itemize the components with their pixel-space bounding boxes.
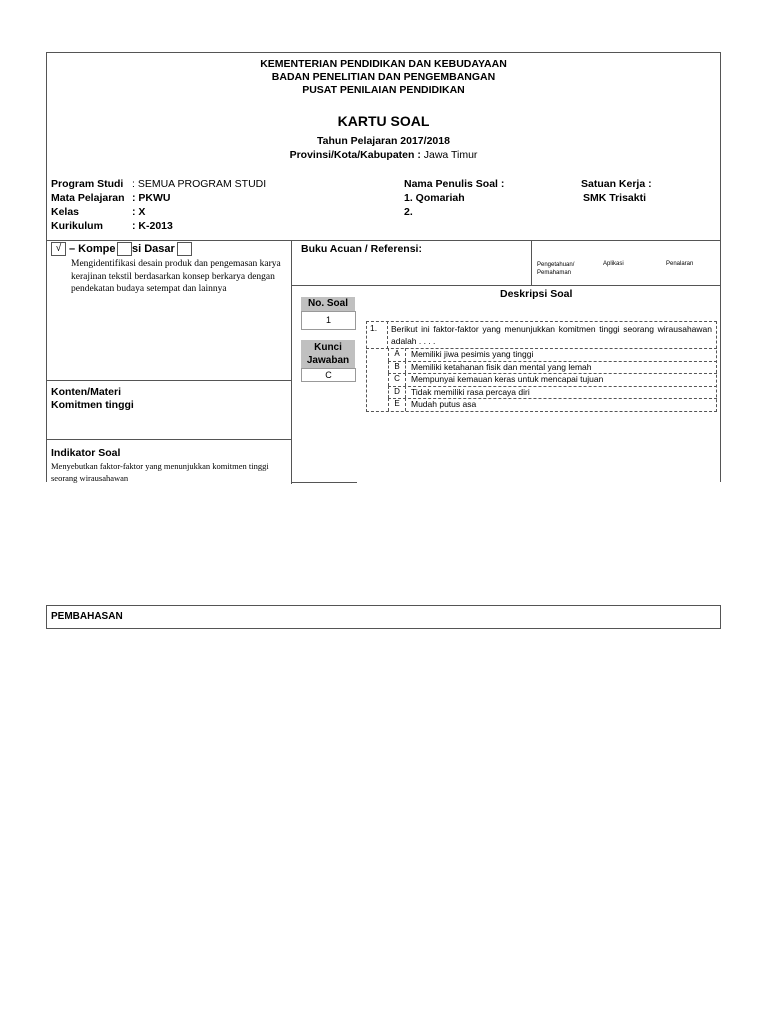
province-line <box>46 149 721 161</box>
option-letter: C <box>394 374 400 384</box>
divider <box>531 240 721 241</box>
kurikulum-label: Kurikulum <box>51 220 103 232</box>
level-pengetahuan: Pengetahuan/ Pemahaman <box>537 262 575 276</box>
option-text: Mempunyai kemauan keras untuk mencapai tujuan <box>411 374 604 385</box>
kunci-value: C <box>301 368 356 382</box>
kunci-label: Kunci Jawaban <box>301 340 355 368</box>
option-letter: E <box>394 399 400 409</box>
no-soal-value: 1 <box>301 311 356 330</box>
satuan-kerja-label: Satuan Kerja : <box>581 178 652 190</box>
divider <box>291 240 292 484</box>
kurikulum-value: : K-2013 <box>132 220 173 232</box>
center-line: PUSAT PENILAIAN PENDIDIKAN <box>302 84 465 96</box>
satuan-kerja-value: SMK Trisakti <box>583 192 647 204</box>
agency-line: BADAN PENELITIAN DAN PENGEMBANGAN <box>271 71 496 83</box>
referensi-label: Buku Acuan / Referensi: <box>301 243 422 255</box>
ministry-line: KEMENTERIAN PENDIDIKAN DAN KEBUDAYAAN <box>260 58 507 70</box>
question-number: 1. <box>370 323 378 333</box>
pembahasan-label: PEMBAHASAN <box>51 611 123 622</box>
divider <box>46 439 291 440</box>
option-letter: A <box>394 349 400 358</box>
divider <box>291 240 531 241</box>
no-soal-label: No. Soal <box>301 297 355 311</box>
option-text: Mudah putus asa <box>411 399 477 410</box>
konten-value: Komitmen tinggi <box>51 399 134 411</box>
card-title: KARTU SOAL <box>337 113 430 129</box>
ministry-header <box>46 58 721 97</box>
empty-checkbox <box>117 242 132 256</box>
divider <box>46 240 291 241</box>
option-letter: D <box>394 386 400 396</box>
level-aplikasi: Aplikasi <box>603 261 624 267</box>
option-text: Memiliki jiwa pesimis yang tinggi <box>411 349 534 359</box>
divider <box>531 240 532 285</box>
divider <box>291 285 721 286</box>
mata-pelajaran-value: : PKWU <box>132 192 171 204</box>
province-value: Jawa Timur <box>423 149 478 161</box>
penulis-2: 2. <box>404 206 413 218</box>
mata-pelajaran-label: Mata Pelajaran <box>51 192 125 204</box>
level-penalaran: Penalaran <box>666 261 694 267</box>
deskripsi-label: Deskripsi Soal <box>500 288 573 300</box>
academic-year: Tahun Pelajaran 2017/2018 <box>317 135 450 147</box>
indikator-label: Indikator Soal <box>51 447 121 459</box>
option-text: Memiliki ketahanan fisik dan mental yang lemah <box>411 361 592 372</box>
penulis-label: Nama Penulis Soal : <box>404 178 505 190</box>
checkbox-kompetensi: √ <box>51 242 66 256</box>
divider <box>291 482 357 483</box>
konten-label: Konten/Materi <box>51 386 122 398</box>
divider <box>46 380 291 381</box>
pembahasan-box <box>46 605 721 629</box>
penulis-1: 1. Qomariah <box>404 192 465 204</box>
kompetensi-label-a: – Kompe <box>69 243 116 255</box>
option-text: Tidak memiliki rasa percaya diri <box>411 386 530 397</box>
kompetensi-text: Mengidentifikasi desain produk dan pengemasan karya kerajinan tekstil berdasarkan konsep berkarya dengan pendekatan budaya setempat dan lainnya <box>71 259 281 294</box>
indikator-text: Menyebutkan faktor-faktor yang menunjukkan komitmen tinggi seorang wirausahawan <box>51 461 269 483</box>
program-studi-value: : SEMUA PROGRAM STUDI <box>132 178 267 190</box>
province-label: Provinsi/Kota/Kabupaten : <box>289 149 421 161</box>
kelas-value: : X <box>132 206 146 218</box>
empty-checkbox <box>177 242 192 256</box>
kelas-label: Kelas <box>51 206 80 218</box>
question-text: Berikut ini faktor-faktor yang menunjukkan komitmen tinggi seorang wirausahawan adalah . . . . <box>391 324 712 346</box>
program-studi-label: Program Studi <box>51 178 124 190</box>
option-letter: B <box>394 361 400 371</box>
kompetensi-label-b: si Dasar <box>132 243 175 255</box>
